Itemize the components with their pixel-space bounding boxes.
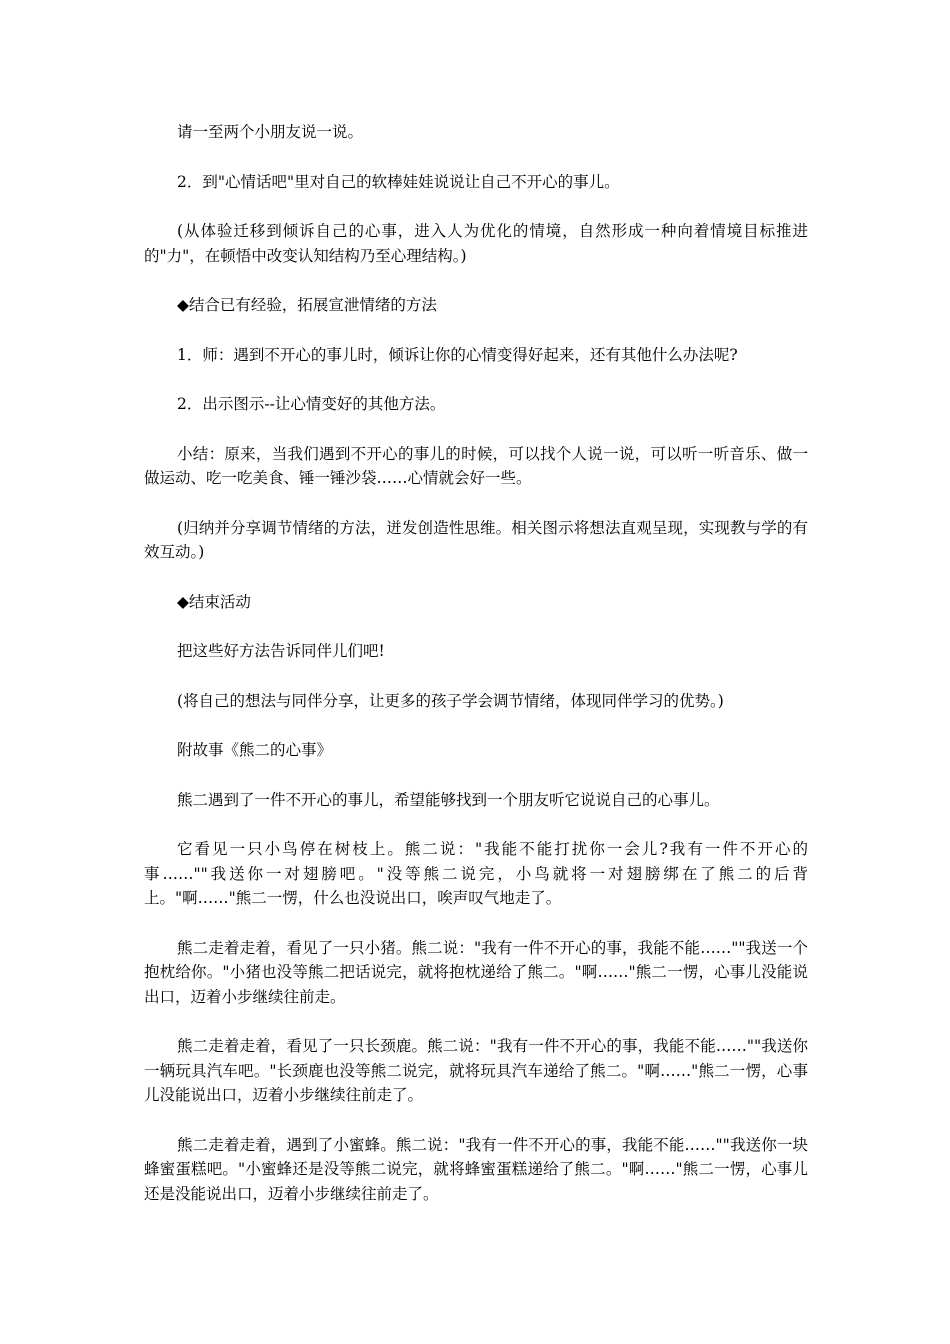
paragraph: 把这些好方法告诉同伴儿们吧! bbox=[177, 642, 385, 660]
paragraph: 1．师：遇到不开心的事儿时，倾诉让你的心情变得好起来，还有其他什么办法呢? bbox=[177, 345, 738, 364]
paragraph: 2．出示图示--让心情变好的其他方法。 bbox=[177, 395, 446, 413]
paragraph: 请一至两个小朋友说一说。 bbox=[177, 123, 364, 141]
paragraph: 熊二走着走着，看见了一只长颈鹿。熊二说："我有一件不开心的事，我能不能……""我送你一辆玩具汽车吧。"长颈鹿也没等熊二说完，就将玩具汽车递给了熊二。"啊……"熊二一愣，心事儿没能说出口，迈着小步继续往前走了。 bbox=[144, 1037, 808, 1104]
story-title: 附故事《熊二的心事》 bbox=[177, 741, 333, 759]
document-page bbox=[144, 120, 808, 1231]
paragraph: 小结：原来，当我们遇到不开心的事儿的时候，可以找个人说一说，可以听一听音乐、做一做运动、吃一吃美食、锤一锤沙袋……心情就会好一些。 bbox=[144, 444, 808, 487]
paragraph: (归纳并分享调节情绪的方法，迸发创造性思维。相关图示将想法直观呈现，实现教与学的有效互动。) bbox=[144, 518, 808, 561]
paragraph: 2．到"心情话吧"里对自己的软棒娃娃说说让自己不开心的事儿。 bbox=[177, 172, 620, 191]
paragraph: (从体验迁移到倾诉自己的心事，进入人为优化的情境，自然形成一种向着情境目标推进的"力"，在顿悟中改变认知结构乃至心理结构。) bbox=[144, 222, 808, 265]
paragraph: 熊二走着走着，遇到了小蜜蜂。熊二说："我有一件不开心的事，我能不能……""我送你一块蜂蜜蛋糕吧。"小蜜蜂还是没等熊二说完，就将蜂蜜蛋糕递给了熊二。"啊……"熊二一愣，心事儿还是没能说出口，迈着小步继续往前走了。 bbox=[144, 1135, 808, 1203]
section-heading: ◆结合已有经验，拓展宣泄情绪的方法 bbox=[177, 296, 437, 314]
section-heading: ◆结束活动 bbox=[177, 592, 251, 611]
paragraph: 熊二遇到了一件不开心的事儿，希望能够找到一个朋友听它说说自己的心事儿。 bbox=[177, 790, 720, 809]
paragraph: 它看见一只小鸟停在树枝上。熊二说："我能不能打扰你一会儿?我有一件不开心的事……""我送你一对翅膀吧。"没等熊二说完，小鸟就将一对翅膀绑在了熊二的后背上。"啊……"熊二一愣，什么也没说出口，唉声叹气地走了。 bbox=[144, 840, 808, 907]
paragraph: (将自己的想法与同伴分享，让更多的孩子学会调节情绪，体现同伴学习的优势。) bbox=[177, 691, 724, 710]
paragraph: 熊二走着走着，看见了一只小猪。熊二说："我有一件不开心的事，我能不能……""我送一个抱枕给你。"小猪也没等熊二把话说完，就将抱枕递给了熊二。"啊……"熊二一愣，心事儿没能说出口，迈着小步继续往前走。 bbox=[144, 938, 808, 1006]
